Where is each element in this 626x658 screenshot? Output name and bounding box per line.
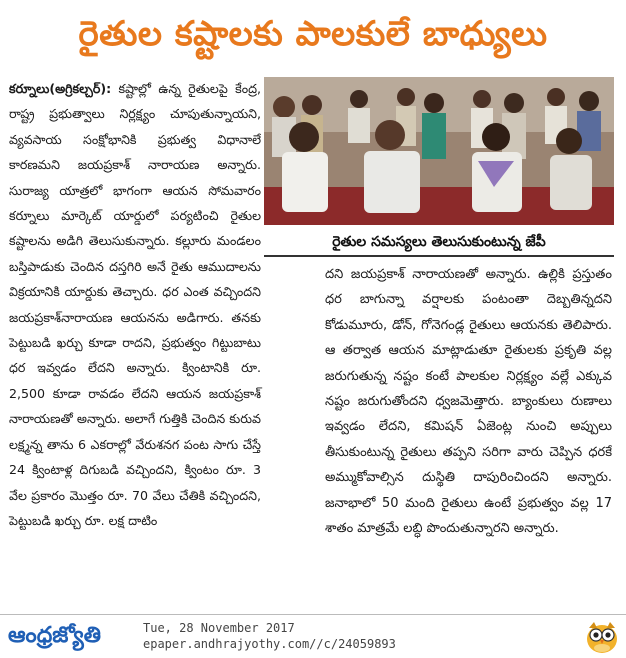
photo-caption: రైతుల సమస్యలు తెలుసుకుంటున్న జేపీ — [264, 227, 614, 257]
article-body-left: కష్టాల్లో ఉన్న రైతులపై కేంద్ర, రాష్ట్ర ప్రభుత్వాలు నిర్లక్ష్యం చూపుతున్నాయని, వ్యవసాయ సంక్షోభానికి ప్రభుత్వ విధానాలే కారణమని జయప్రకాశ్ నారాయణ అన్నారు. సురాజ్య యాత్రలో భాగంగా ఆయన సోమవారం కర్నూలు మార్కెట్ యార్డులో పర్యటించి రైతుల కష్టాలను అడిగి తెలుసుకున్నారు. కల్లూరు మండలం బస్తిపాడుకు చెందిన దస్తగిరి అనే రైతు ఆముదాలను విక్రయానికి యార్డుకు తెచ్చారు. ధర ఎంత వచ్చిందని జయప్రకాశ్‌నారాయణ ఆయనను అడిగారు. తనకు పెట్టుబడి ఖర్చు కూడా రాదని, ప్రభుత్వం గిట్టుబాటు ధర ఇవ్వడం లేదని అన్నారు. క్వింటానికి రూ. 2,500 కూడా రావడం లేదని ఆయన జయప్రకాశ్ నారాయణతో అన్నారు. అలాగే గుత్తికి చెందిన కురువ లక్ష్మన్న తాను 6 ఎకరాల్లో వేరుశనగ పంట సాగు చేస్తే 24 క్వింటాళ్ల దిగుబడి వచ్చిందని, క్వింటం రూ. 3 వేల ప్రకారం మొత్తం రూ. 70 వేలు చేతికి వచ్చిందని, పెట్టుబడి ఖర్చు రూ. లక్ష దాటిం — [9, 81, 261, 528]
edition-meta — [143, 620, 443, 652]
article-right-column — [325, 262, 612, 541]
article-paragraph-left — [9, 76, 261, 533]
dateline: కర్నూలు(అగ్రికల్చర్): — [9, 81, 112, 96]
footer-divider — [0, 614, 626, 615]
edition-date: Tue, 28 November 2017 — [143, 621, 295, 635]
article-left-column — [9, 76, 261, 533]
headline: రైతుల కష్టాలకు పాలకులే బాధ్యులు — [78, 14, 548, 54]
edition-url[interactable]: epaper.andhrajyothy.com//c/24059893 — [143, 637, 396, 651]
owl-mascot-icon — [584, 620, 620, 654]
publication-logo: ఆంధ్రజ్యోతి — [8, 623, 101, 648]
news-photo — [264, 77, 614, 225]
article-body-right: దని జయప్రకాశ్ నారాయణతో అన్నారు. ఉల్లికి ప్రస్తుతం ధర బాగున్నా వర్షాలకు పంటంతా దెబ్బతిన్నదని కోడుమూరు, డోన్, గోనెగండ్ల రైతులు ఆయనకు తెలిపారు. ఆ తర్వాత ఆయన మాట్లాడుతూ రైతులకు ప్రకృతి వల్ల జరుగుతున్న నష్టం కంటే పాలకుల నిర్లక్ష్యం వల్లే ఎక్కువ నష్టం జరుగుతోందని ధ్వజమెత్తారు. బ్యాంకులు రుణాలు ఇవ్వడం లేదని, కమిషన్ ఏజెంట్ల నుంచి అప్పులు తీసుకుంటున్న రైతులు తప్పని సరిగా వారు చెప్పిన ధరకే అమ్ముకోవాల్సిన దుస్థితి దాపురించిందని అన్నారు. జనాభాలో 50 మంది రైతులు ఉంటే ప్రభుత్వం వల్ల 17 శాతం మాత్రమే లబ్ధి పొందుతున్నారని అన్నారు. — [325, 267, 612, 537]
